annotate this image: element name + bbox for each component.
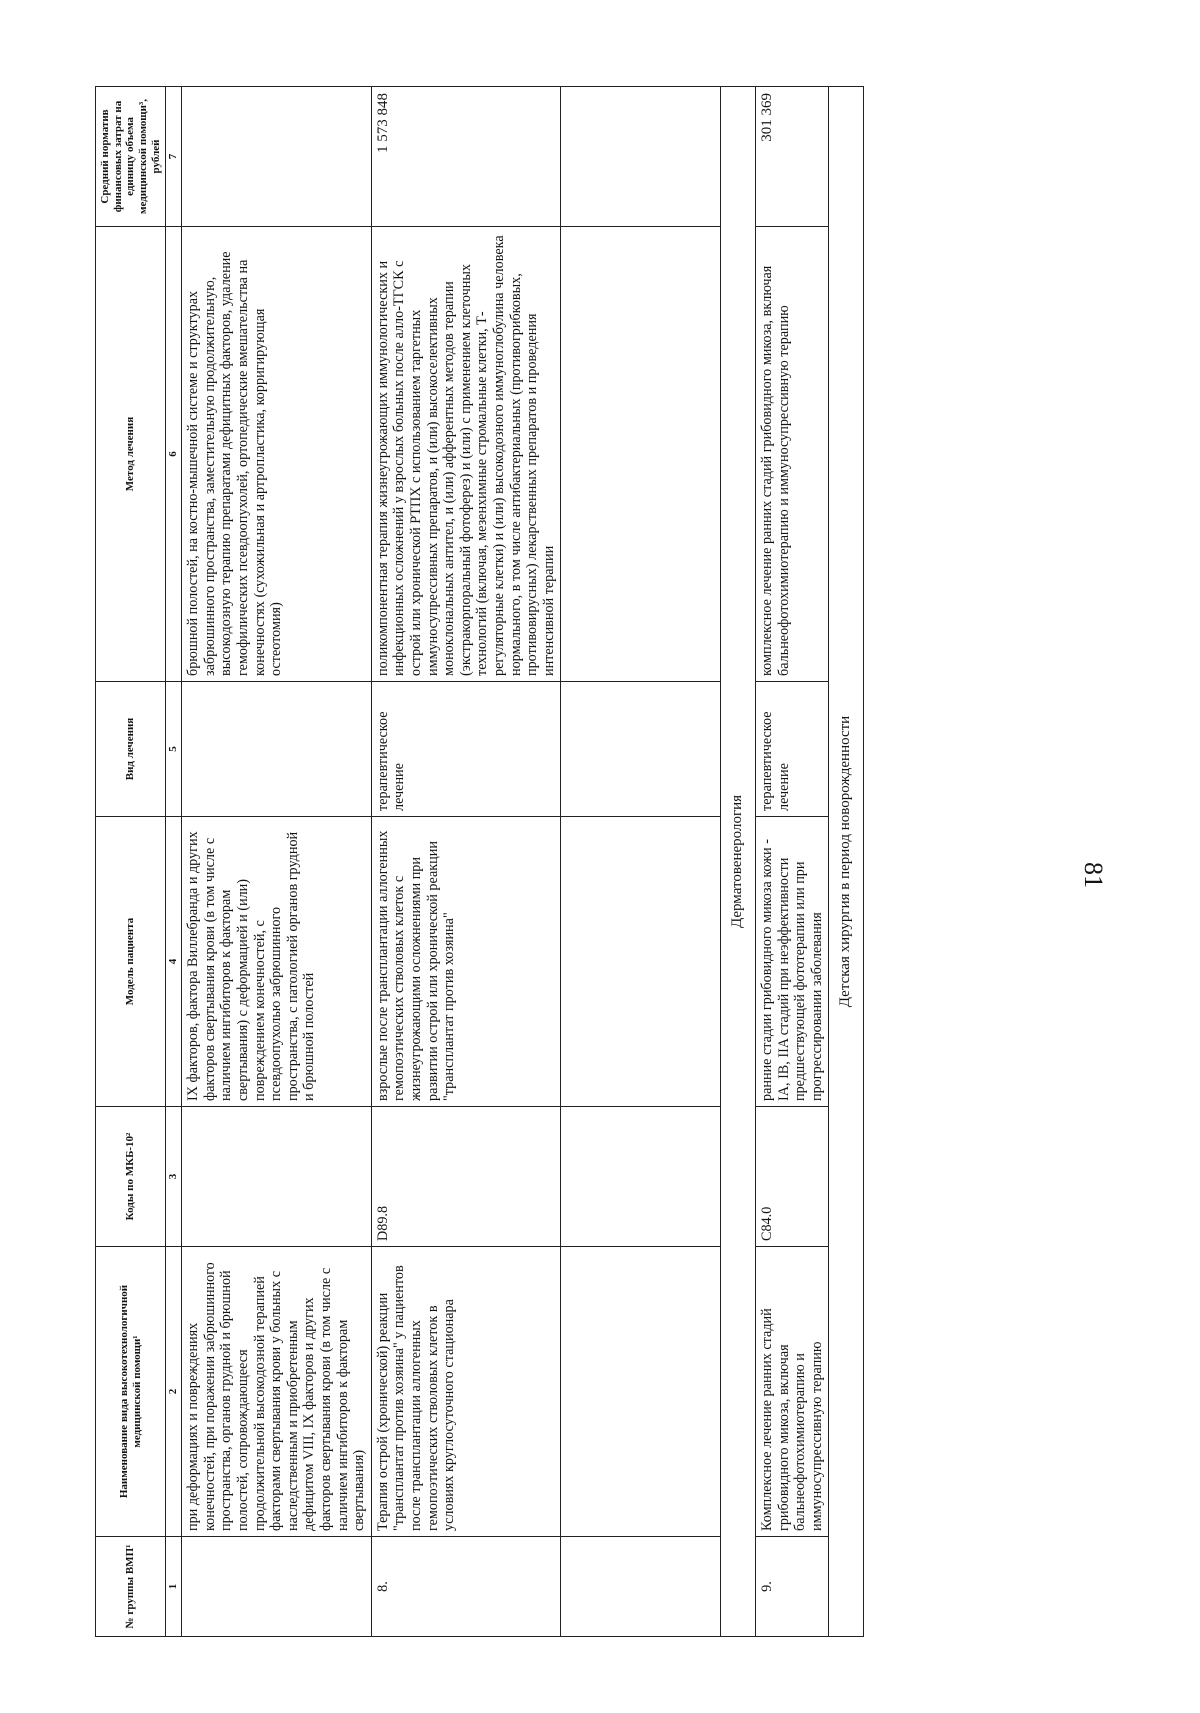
page-number: 81 (1079, 862, 1108, 888)
table-row-continuation (182, 87, 372, 1637)
cell-method: поликомпонентная терапия жизнеугрожающих иммунологических и инфекционных осложнений у взрослых больных после алло-ТГСК с острой или хронической РТПХ с использованием таргетных иммуносупрессивных препаратов, и (или) высокоселективных моноклональных антител, и (или) афферентных методов терапии (экстракорпоральный фотоферез) и (или) с применением клеточных технологий (включая, мезенхимные стромальные клетки, Т-регуляторные клетки) и (или) высокодозного иммуноглобулина человека нормального, в том числе антибактериальных (противогрибковых, противовирусных) лекарственных препаратов и проведения интенсивной терапии (371, 227, 561, 682)
cell-type (182, 682, 372, 817)
column-number: 7 (166, 87, 182, 227)
cell-empty (561, 682, 721, 817)
column-number: 3 (166, 1107, 182, 1247)
table-row-9 (756, 87, 829, 1637)
cell-method: брюшной полостей, на костно-мышечной системе и структурах забрюшинного пространства, заместительную продолжительную, высокодозную терапию препаратами дефицитных факторов, удаление гемофилических псевдоопухолей, ортопедические вмешательства на конечностях (сухожильная и артропластика, корригирующая остеотомия) (182, 227, 372, 682)
vmp-table (95, 86, 864, 1637)
cell-cost: 1 573 848 (371, 87, 561, 227)
section-row-dermatology (721, 87, 756, 1637)
cell-type: терапевтическое лечение (371, 682, 561, 817)
header-patient-model: Модель пациента (96, 817, 166, 1107)
cell-model: ранние стадии грибовидного микоза кожи - IA, IB, IIA стадий при неэффективности предшествующей фототерапии или при прогрессировании заболевания (756, 817, 829, 1107)
section-title: Детская хирургия в период новорожденности (829, 87, 864, 1637)
header-name: Наименование вида высокотехнологичной медицинской помощи¹ (96, 1247, 166, 1537)
cell-group: 9. (756, 1537, 829, 1637)
cell-type: терапевтическое лечение (756, 682, 829, 817)
cell-code: C84.0 (756, 1107, 829, 1247)
header-row (96, 87, 166, 1637)
cell-name: Комплексное лечение ранних стадий грибовидного микоза, включая бальнеофотохимиотерапию и иммуносупрессивную терапию (756, 1247, 829, 1537)
section-row-pediatric-surgery (829, 87, 864, 1637)
column-number: 1 (166, 1537, 182, 1637)
header-group-number: № группы ВМП¹ (96, 1537, 166, 1637)
cell-empty (561, 1107, 721, 1247)
column-number: 6 (166, 227, 182, 682)
cell-empty (561, 227, 721, 682)
cell-model: взрослые после трансплантации аллогенных гемопоэтических стволовых клеток с жизнеугрожающими осложнениями при развитии острой или хронической реакции "трансплантат против хозяина" (371, 817, 561, 1107)
column-number: 4 (166, 817, 182, 1107)
cell-group: 8. (371, 1537, 561, 1637)
section-title: Дерматовенерология (721, 87, 756, 1637)
header-icd-codes: Коды по МКБ-10² (96, 1107, 166, 1247)
header-treatment-type: Вид лечения (96, 682, 166, 817)
column-number: 2 (166, 1247, 182, 1537)
rotated-table-container (95, 87, 1015, 1637)
cell-empty (561, 87, 721, 227)
cell-code (182, 1107, 372, 1247)
cell-code: D89.8 (371, 1107, 561, 1247)
cell-empty (561, 817, 721, 1107)
column-number: 5 (166, 682, 182, 817)
cell-model: IX факторов, фактора Виллебранда и других факторов свертывания крови (в том числе с наличием ингибиторов к факторам свертывания) с деформацией и (или) повреждением конечностей, с псевдоопухолью забрюшинного пространства, с патологией органов грудной и брюшной полостей (182, 817, 372, 1107)
header-cost: Средний норматив финансовых затрат на единицу объема медицинской помощи³, рублей (96, 87, 166, 227)
cell-cost: 301 369 (756, 87, 829, 227)
cell-cost (182, 87, 372, 227)
table-row-8 (371, 87, 561, 1637)
cell-method: комплексное лечение ранних стадий грибовидного микоза, включая бальнеофотохимиотерапию и иммуносупрессивную терапию (756, 227, 829, 682)
header-treatment-method: Метод лечения (96, 227, 166, 682)
column-number-row (166, 87, 182, 1637)
cell-name: при деформациях и повреждениях конечностей, при поражении забрюшинного пространства, органов грудной и брюшной полостей, сопровождающееся продолжительной высокодозной терапией факторами свертывания крови у больных с наследственным и приобретенным дефицитом VIII, IX факторов и других факторов свертывания крови (в том числе с наличием ингибиторов к факторам свертывания) (182, 1247, 372, 1537)
cell-empty (561, 1247, 721, 1537)
cell-group (182, 1537, 372, 1637)
table-row-empty (561, 87, 721, 1637)
cell-name: Терапия острой (хронической) реакции "трансплантат против хозяина" у пациентов после трансплантации аллогенных гемопоэтических стволовых клеток в условиях круглосуточного стационара (371, 1247, 561, 1537)
cell-empty (561, 1537, 721, 1637)
